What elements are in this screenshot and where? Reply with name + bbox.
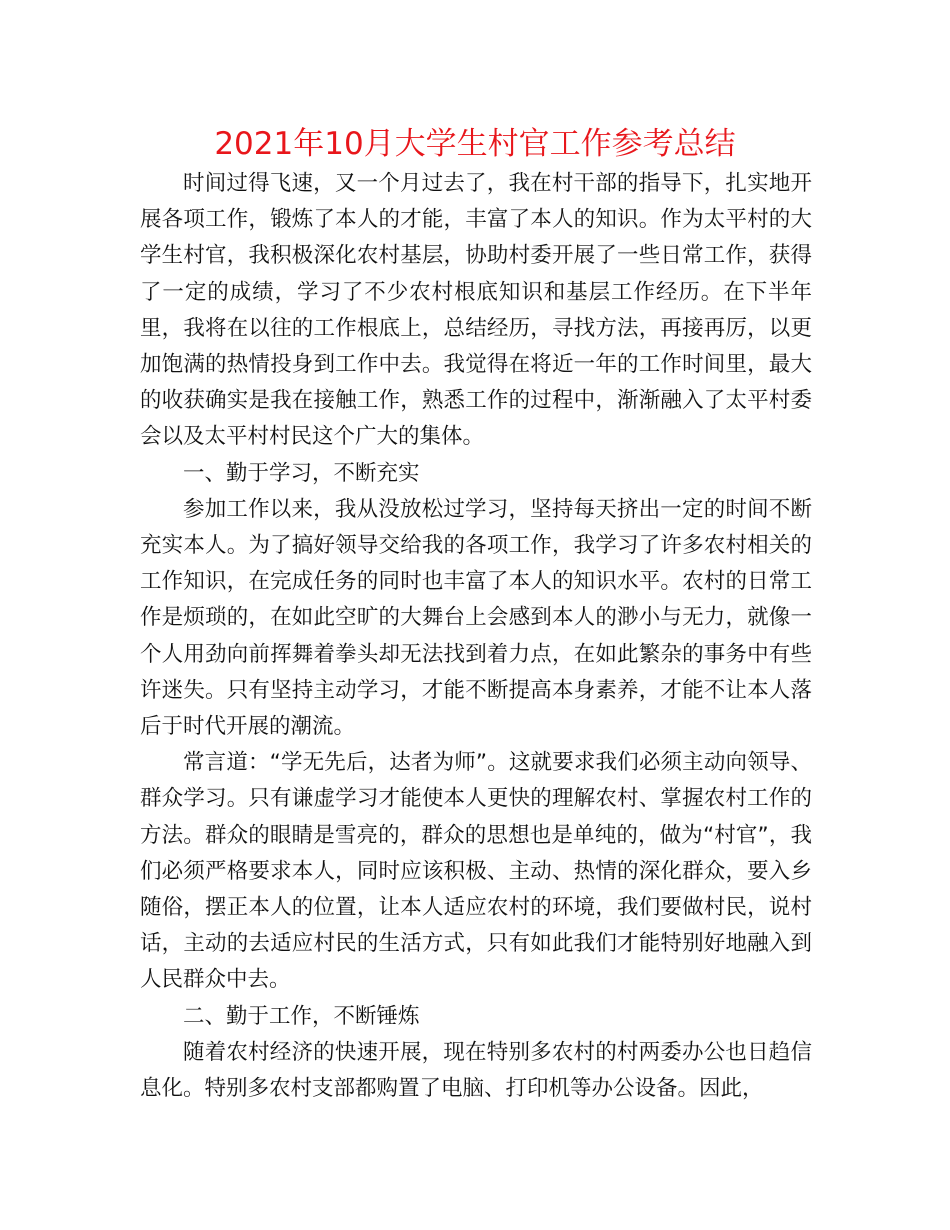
section-heading-study: 一、勤于学习，不断充实 xyxy=(183,460,420,486)
paragraph-study-2: 常言道：“学无先后，达者为师”。这就要求我们必须主动向领导、群众学习。只有谦虚学习才能使本人更快的理解农村、掌握农村工作的方法。群众的眼睛是雪亮的，群众的思想也是单纯的，做为“村官”，我们必须严格要求本人，同时应该积极、主动、热情的深化群众，要入乡随俗，摆正本人的位置，让本人适应农村的环境，我们要做村民，说村话，主动的去适应村民的生活方式，只有如此我们才能特别好地融入到人民群众中去。 xyxy=(140,750,812,993)
document-body xyxy=(140,166,812,1107)
section-heading-work: 二、勤于工作，不断锤炼 xyxy=(183,1003,420,1029)
paragraph-intro: 时间过得飞速，又一个月过去了，我在村干部的指导下，扎实地开展各项工作，锻炼了本人的才能，丰富了本人的知识。作为太平村的大学生村官，我积极深化农村基层，协助村委开展了一些日常工作，获得了一定的成绩，学习了不少农村根底知识和基层工作经历。在下半年里，我将在以往的工作根底上，总结经历，寻找方法，再接再厉，以更加饱满的热情投身到工作中去。我觉得在将近一年的工作时间里，最大的收获确实是我在接触工作，熟悉工作的过程中，渐渐融入了太平村委会以及太平村村民这个广大的集体。 xyxy=(140,171,812,450)
paragraph-work-1: 随着农村经济的快速开展，现在特别多农村的村两委办公也日趋信息化。特别多农村支部都购置了电脑、打印机等办公设备。因此， xyxy=(140,1039,812,1102)
document-title: 2021年10月大学生村官工作参考总结 xyxy=(214,126,736,162)
paragraph-study-1: 参加工作以来，我从没放松过学习，坚持每天挤出一定的时间不断充实本人。为了搞好领导交给我的各项工作，我学习了许多农村相关的工作知识，在完成任务的同时也丰富了本人的知识水平。农村的日常工作是烦琐的，在如此空旷的大舞台上会感到本人的渺小与无力，就像一个人用劲向前挥舞着拳头却无法找到着力点，在如此繁杂的事务中有些许迷失。只有坚持主动学习，才能不断提高本身素养，才能不让本人落后于时代开展的潮流。 xyxy=(140,496,812,740)
